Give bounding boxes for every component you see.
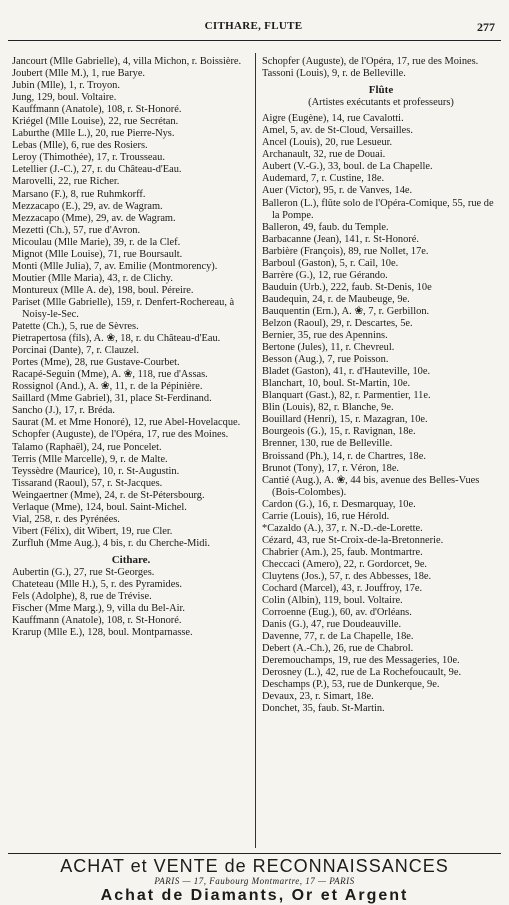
cithare-entries [12, 567, 250, 639]
directory-entry: Marovelli, 22, rue Richer. [12, 176, 120, 188]
directory-entry: Sancho (J.), 17, r. Bréda. [12, 405, 116, 417]
directory-entry: Devaux, 23, r. Simart, 18e. [262, 691, 374, 703]
section-subtitle-flute: (Artistes exécutants et professeurs) [308, 97, 454, 109]
directory-entry: Rossignol (And.), A. ❀, 11, r. de la Pépinière. [12, 381, 203, 393]
directory-entry: Derosney (L.), 42, rue de La Rochefoucault, 9e. [262, 667, 462, 679]
directory-entry: Patette (Ch.), 5, rue de Sèvres. [12, 321, 139, 333]
directory-entry: Brunot (Tony), 17, r. Véron, 18e. [262, 462, 400, 474]
directory-entry: Fischer (Mme Marg.), 9, villa du Bel-Air. [12, 603, 185, 615]
directory-entry: Marsano (F.), 8, rue Ruhmkorff. [12, 188, 146, 200]
directory-entry: Jung, 129, boul. Voltaire. [12, 92, 117, 104]
directory-entry: Chabrier (Am.), 25, faub. Montmartre. [262, 546, 423, 558]
page-header [10, 20, 497, 38]
directory-entry: Monti (Mlle Julia), 7, av. Emilie (Montmorency). [12, 260, 218, 272]
directory-entry: Mezzacapo (E.), 29, av. de Wagram. [12, 200, 163, 212]
directory-entry: Bauquentin (Ern.), A. ❀, 7, r. Gerbillon. [262, 305, 430, 317]
directory-entry: Balleron, 49, faub. du Temple. [262, 221, 389, 233]
directory-entry: Aubertin (G.), 27, rue St-Georges. [12, 566, 155, 578]
directory-entry: Carrie (Louis), 16, rue Hérold. [262, 510, 390, 522]
directory-entry: Jancourt (Mlle Gabrielle), 4, villa Michon, r. Boissière. [12, 56, 242, 67]
directory-entry: Porcinai (Dante), 7, r. Clauzel. [12, 345, 139, 357]
directory-entry: Moutier (Mlle Maria), 43, r. de Clichy. [12, 272, 173, 284]
directory-entry: Danis (G.), 47, rue Doudeauville. [262, 619, 402, 631]
section-title-flute: Flûte [368, 84, 394, 97]
directory-entry: Vial, 258, r. des Pyrénées. [12, 513, 120, 525]
banner-address: PARIS — 17, Faubourg Montmartre, 17 — PARIS [154, 876, 355, 886]
directory-entry: Davenne, 77, r. de La Chapelle, 18e. [262, 631, 414, 643]
directory-entry: Mezzacapo (Mme), 29, av. de Wagram. [12, 212, 176, 224]
directory-entry: Talamo (Raphaël), 24, rue Poncelet. [12, 441, 162, 453]
directory-entry: Cluytens (Jos.), 57, r. des Abbesses, 18e. [262, 570, 432, 582]
directory-entry: Blanchart, 10, boul. St-Martin, 10e. [262, 378, 411, 390]
directory-entry: Auer (Victor), 95, r. de Vanves, 14e. [262, 185, 413, 197]
directory-entry: Tassoni (Louis), 9, r. de Belleville. [262, 68, 406, 80]
directory-entry: Colin (Albin), 119, boul. Voltaire. [262, 595, 403, 607]
directory-entry: Fels (Adolphe), 8, rue de Trévise. [12, 591, 152, 603]
directory-entry: Amel, 5, av. de St-Cloud, Versailles. [262, 125, 413, 137]
directory-entry: Bauduin (Urb.), 222, faub. St-Denis, 10e [262, 281, 432, 293]
banner-rule [8, 853, 501, 854]
directory-entry: Corroenne (Eug.), 60, av. d'Orléans. [262, 607, 412, 619]
directory-entry: Verlaque (Mme), 124, boul. Saint-Michel. [12, 501, 187, 513]
banner-tagline: Achat de Diamants, Or et Argent [100, 887, 409, 904]
directory-entry: Tissarand (Raoul), 57, r. St-Jacques. [12, 477, 163, 489]
directory-entry: Audemard, 7, r. Custine, 18e. [262, 173, 385, 185]
directory-entry: Deschamps (P.), 53, rue de Dunkerque, 9e. [262, 679, 440, 691]
directory-entry: Pariset (Mlle Gabrielle), 159, r. Denfert-Rochereau, à Noisy-le-Sec. [12, 296, 235, 320]
directory-entry: Bladet (Gaston), 41, r. d'Hauteville, 10e. [262, 366, 431, 378]
directory-entry: Bernier, 35, rue des Apennins. [262, 330, 388, 342]
directory-entry: Balleron (L.), flûte solo de l'Opéra-Comique, 55, rue de la Pompe. [262, 197, 494, 221]
directory-entry: Zurfluh (Mme Aug.), 4 bis, r. du Cherche-Midi. [12, 537, 210, 549]
directory-entry: Schopfer (Auguste), de l'Opéra, 17, rue des Moines. [262, 56, 479, 67]
directory-entry: Barrère (G.), 12, rue Gérando. [262, 269, 388, 281]
left-column [12, 56, 250, 639]
directory-entry: Chateteau (Mlle H.), 5, r. des Pyramides. [12, 579, 182, 591]
banner-headline: ACHAT et VENTE de RECONNAISSANCES [60, 856, 449, 876]
directory-entry: Montureux (Mlle A. de), 198, boul. Péreire. [12, 284, 194, 296]
page-title: CITHARE, FLUTE [204, 20, 303, 32]
directory-entry: Broissand (Ph.), 14, r. de Chartres, 18e. [262, 450, 426, 462]
directory-entry: Mignot (Mlle Louise), 71, rue Boursault. [12, 248, 183, 260]
directory-entry: Kriégel (Mlle Louise), 22, rue Secrétan. [12, 116, 179, 128]
directory-entry: Barbière (François), 89, rue Nollet, 17e. [262, 245, 429, 257]
directory-entry: Donchet, 35, faub. St-Martin. [262, 703, 385, 715]
advertisement-banner [8, 856, 501, 905]
page-number: 277 [477, 20, 495, 34]
directory-entry: Barbacanne (Jean), 141, r. St-Honoré. [262, 233, 419, 245]
directory-entry: Leroy (Thimothée), 17, r. Trousseau. [12, 152, 165, 164]
directory-entry: Checcaci (Amero), 22, r. Gordorcet, 9e. [262, 558, 428, 570]
directory-entry: Bertone (Jules), 11, r. Chevreul. [262, 342, 395, 354]
header-rule [8, 40, 501, 41]
right-column [262, 56, 500, 716]
directory-entry: Portes (Mme), 28, rue Gustave-Courbet. [12, 357, 180, 369]
directory-entry: Cézard, 43, rue St-Croix-de-la-Bretonnerie. [262, 534, 444, 546]
directory-entry: Weingaertner (Mme), 24, r. de St-Pétersbourg. [12, 489, 205, 501]
directory-entry: Barboul (Gaston), 5, r. Cail, 10e. [262, 257, 399, 269]
directory-entry: Jubin (Mlle), 1, r. Troyon. [12, 80, 120, 92]
directory-entry: Kauffmann (Anatole), 108, r. St-Honoré. [12, 104, 182, 116]
directory-entry: Mezetti (Ch.), 57, rue d'Avron. [12, 224, 141, 236]
directory-entry: Debert (A.-Ch.), 26, rue de Chabrol. [262, 643, 414, 655]
directory-entry: Belzon (Raoul), 29, r. Descartes, 5e. [262, 317, 413, 329]
directory-entry: Pietrapertosa (fils), A. ❀, 18, r. du Château-d'Eau. [12, 333, 221, 345]
directory-entry: Aubert (V.-G.), 33, boul. de La Chapelle. [262, 161, 433, 173]
directory-entry: Micoulau (Mlle Marie), 39, r. de la Clef. [12, 236, 181, 248]
directory-entry: Terris (Mlle Marcelle), 9, r. de Malte. [12, 453, 168, 465]
directory-entry: Blin (Louis), 82, r. Blanche, 9e. [262, 402, 394, 414]
directory-entry: Teyssèdre (Maurice), 10, r. St-Augustin. [12, 465, 180, 477]
directory-entry: *Cazaldo (A.), 37, r. N.-D.-de-Lorette. [262, 522, 423, 534]
left-entries [12, 56, 250, 550]
directory-entry: Joubert (Mlle M.), 1, rue Barye. [12, 68, 146, 80]
right-entries [262, 56, 500, 80]
directory-entry: Bourgeois (G.), 15, r. Ravignan, 18e. [262, 426, 416, 438]
directory-entry: Besson (Aug.), 7, rue Poisson. [262, 354, 389, 366]
directory-entry: Saurat (M. et Mme Honoré), 12, rue Abel-Hovelacque. [12, 417, 241, 429]
directory-entry: Cantié (Aug.), A. ❀, 44 bis, avenue des Belles-Vues (Bois-Colombes). [262, 474, 480, 498]
directory-entry: Saillard (Mme Gabriel), 31, place St-Ferdinand. [12, 393, 212, 405]
directory-entry: Lebas (Mlle), 6, rue des Rosiers. [12, 140, 148, 152]
directory-entry: Racapé-Seguin (Mme), A. ❀, 118, rue d'Assas. [12, 369, 208, 381]
directory-entry: Bouillard (Henri), 15, r. Mazagran, 10e. [262, 414, 428, 426]
directory-entry: Cardon (G.), 16, r. Desmarquay, 10e. [262, 498, 416, 510]
section-title-cithare: Cithare. [111, 553, 151, 566]
directory-entry: Letellier (J.-C.), 27, r. du Château-d'Eau. [12, 164, 182, 176]
directory-entry: Vibert (Félix), dit Wibert, 19, rue Cler. [12, 525, 173, 537]
directory-entry: Deremouchamps, 19, rue des Messageries, 10e. [262, 655, 460, 667]
directory-entry: Cochard (Marcel), 43, r. Jouffroy, 17e. [262, 583, 423, 595]
directory-entry: Brenner, 130, rue de Belleville. [262, 438, 393, 450]
directory-entry: Aigre (Eugène), 14, rue Cavalotti. [262, 113, 404, 125]
directory-entry: Archanault, 32, rue de Douai. [262, 149, 386, 161]
directory-entry: Schopfer (Auguste), de l'Opéra, 17, rue des Moines. [12, 429, 229, 441]
directory-entry: Krarup (Mlle E.), 128, boul. Montparnasse. [12, 627, 193, 639]
directory-entry: Laburthe (Mlle L.), 20, rue Pierre-Nys. [12, 128, 175, 140]
column-divider [255, 53, 256, 848]
flute-entries [262, 113, 500, 715]
directory-entry: Blanquart (Gast.), 82, r. Parmentier, 11e. [262, 390, 431, 402]
directory-entry: Kauffmann (Anatole), 108, r. St-Honoré. [12, 615, 182, 627]
directory-entry: Baudequin, 24, r. de Maubeuge, 9e. [262, 293, 410, 305]
directory-entry: Ancel (Louis), 20, rue Lesueur. [262, 137, 393, 149]
